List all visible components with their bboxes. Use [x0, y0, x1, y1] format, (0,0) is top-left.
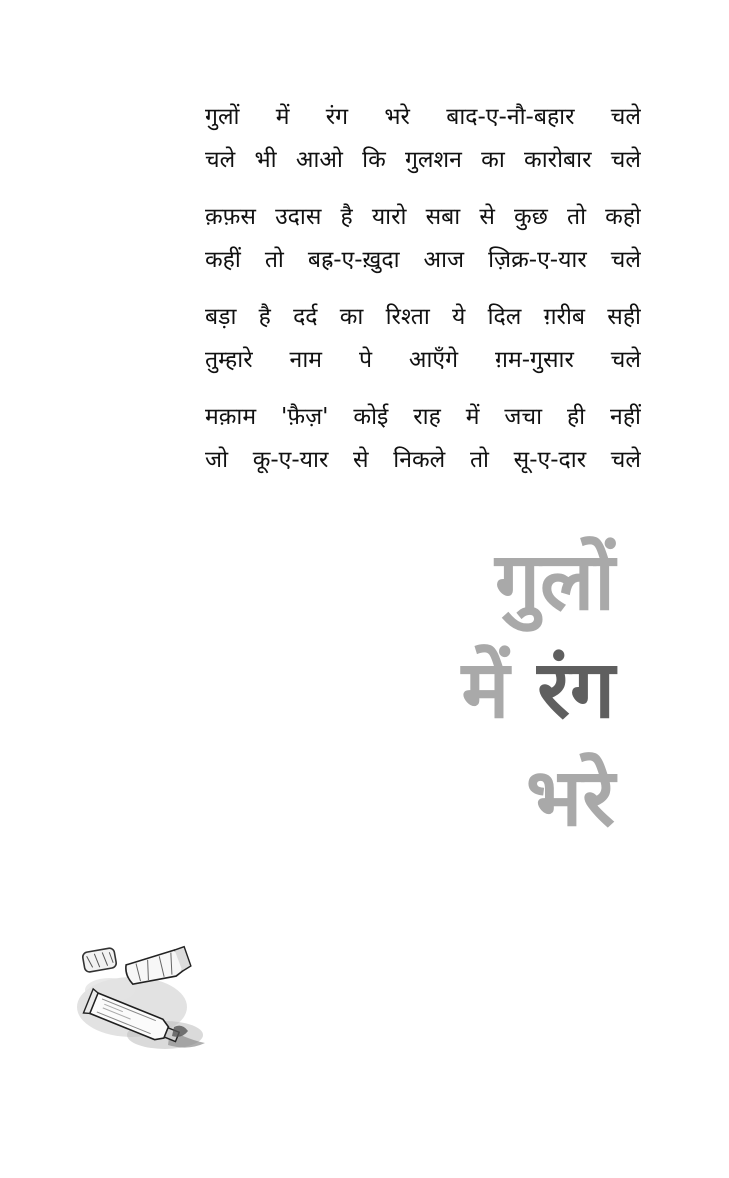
page-title	[462, 528, 615, 852]
poem-line: चले भी आओ कि गुलशन का कारोबार चले	[205, 147, 641, 173]
stanza-4	[205, 396, 641, 482]
title-word-3: रंग	[537, 643, 615, 736]
title-word-1: गुलों	[495, 535, 615, 628]
poem-line: कहीं तो बह्र-ए-ख़ुदा आज ज़िक्र-ए-यार चले	[205, 247, 641, 273]
paint-tubes-icon	[70, 935, 220, 1060]
poem-line: बड़ा है दर्द का रिश्ता ये दिल ग़रीब सही	[205, 304, 641, 330]
title-word-4: भरे	[526, 751, 615, 844]
title-word-2: में	[461, 643, 510, 736]
poem-line: मक़ाम 'फ़ैज़' कोई राह में जचा ही नहीं	[205, 404, 641, 430]
stanza-1	[205, 96, 641, 182]
stanza-2	[205, 196, 641, 282]
poem-line: क़फ़स उदास है यारो सबा से कुछ तो कहो	[205, 204, 641, 230]
poem-line: गुलों में रंग भरे बाद-ए-नौ-बहार चले	[205, 104, 641, 130]
poem-line: तुम्हारे नाम पे आएँगे ग़म-गुसार चले	[205, 347, 641, 373]
poem	[205, 96, 641, 496]
title-line-2	[462, 636, 615, 744]
poem-line: जो कू-ए-यार से निकले तो सू-ए-दार चले	[205, 447, 641, 473]
stanza-3	[205, 296, 641, 382]
